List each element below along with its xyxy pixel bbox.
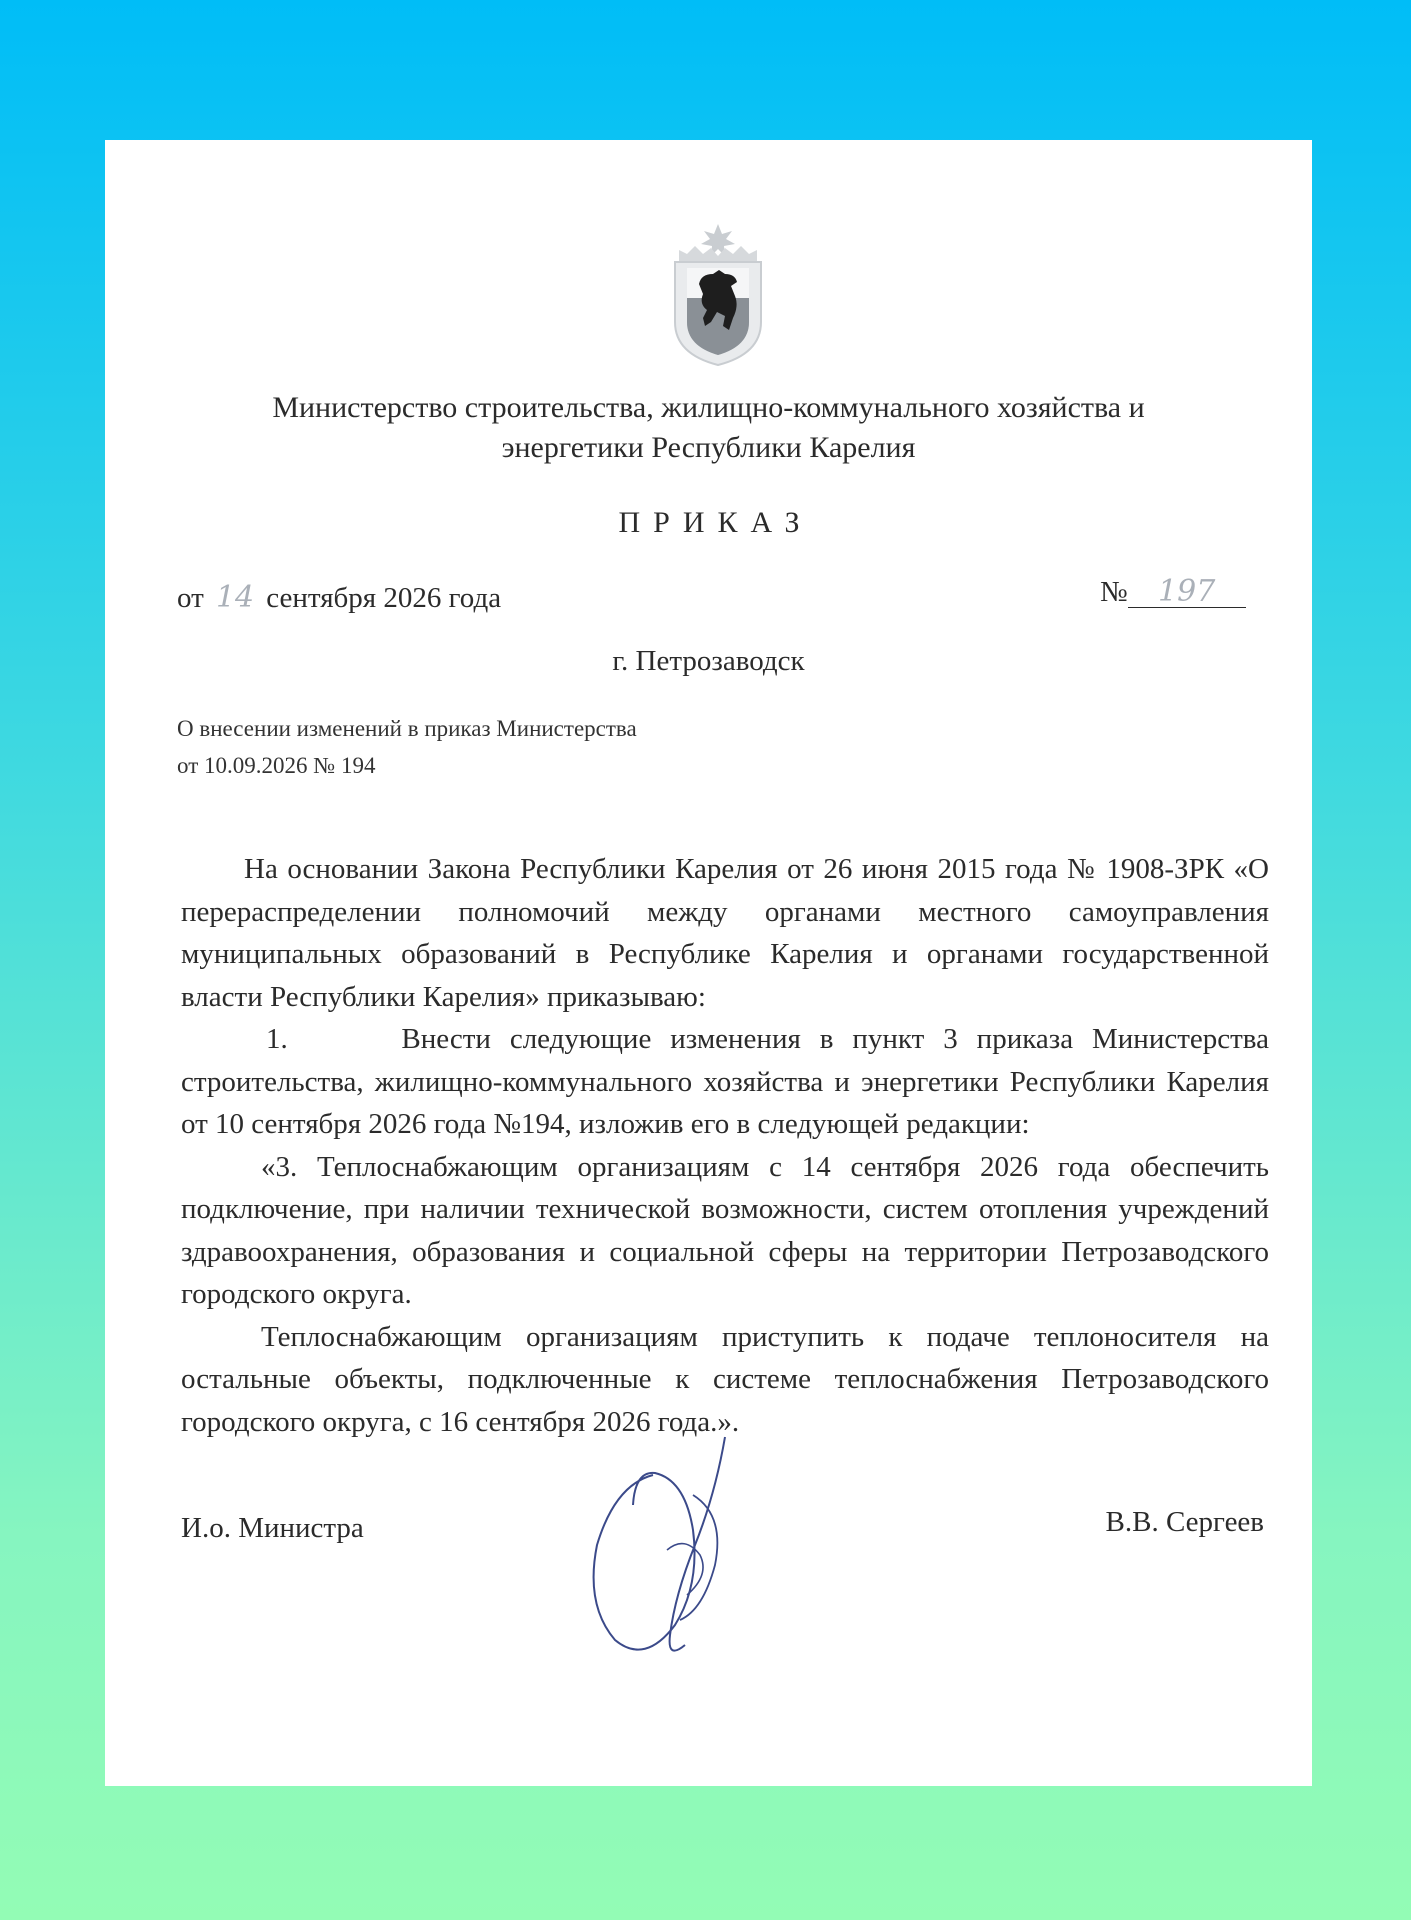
- signer-title: И.о. Министра: [181, 1512, 364, 1544]
- number-label: №: [1100, 576, 1128, 608]
- number-value-handwritten: 197: [1128, 577, 1246, 608]
- quoted-clause-paragraph: «3. Теплоснабжающим организациям с 14 сентября 2026 года обеспечить подключение, при наличии технической возможности, систем отопления учреждений здравоохранения, образования и социальной сферы на территории Петрозаводского городского округа.: [181, 1150, 1269, 1310]
- signer-name: В.В. Сергеев: [1105, 1506, 1264, 1538]
- ministry-name-line2: энергетики Республики Карелия: [501, 431, 916, 464]
- order-date: [177, 580, 501, 615]
- ministry-name-line1: Министерство строительства, жилищно-коммунального хозяйства и: [272, 391, 1145, 424]
- subject-line2: от 10.09.2026 № 194: [177, 753, 376, 778]
- document-page: [105, 140, 1312, 1786]
- basis-paragraph: На основании Закона Республики Карелия от 26 июня 2015 года № 1908-ЗРК «О перераспределении полномочий между органами местного самоуправления муниципальных образований в Республике Карелия и органами государственной власти Республики Карелия» приказываю:: [181, 853, 1269, 1013]
- document-title: ПРИКАЗ: [618, 506, 813, 539]
- second-clause-paragraph: Теплоснабжающим организациям приступить к подаче теплоносителя на остальные объекты, подключенные к системе теплоснабжения Петрозаводского городского округа, с 16 сентября 2026 года.».: [181, 1320, 1269, 1438]
- signature-icon: [575, 1435, 755, 1675]
- coat-of-arms-icon: [665, 222, 771, 367]
- ministry-name: [165, 388, 1252, 468]
- order-subject: [177, 710, 637, 784]
- order-number: [1100, 576, 1246, 609]
- city: г. Петрозаводск: [612, 645, 805, 677]
- date-day-handwritten: 14: [215, 580, 255, 615]
- order-body: [181, 848, 1269, 1443]
- subject-line1: О внесении изменений в приказ Министерства: [177, 716, 637, 741]
- item-1-paragraph: 1. Внести следующие изменения в пункт 3 приказа Министерства строительства, жилищно-коммунального хозяйства и энергетики Республики Карелия от 10 сентября 2026 года №194, изложив его в следующей редакции:: [181, 1023, 1269, 1140]
- date-prefix: от: [177, 582, 204, 614]
- date-month-year: сентября 2026 года: [266, 582, 502, 614]
